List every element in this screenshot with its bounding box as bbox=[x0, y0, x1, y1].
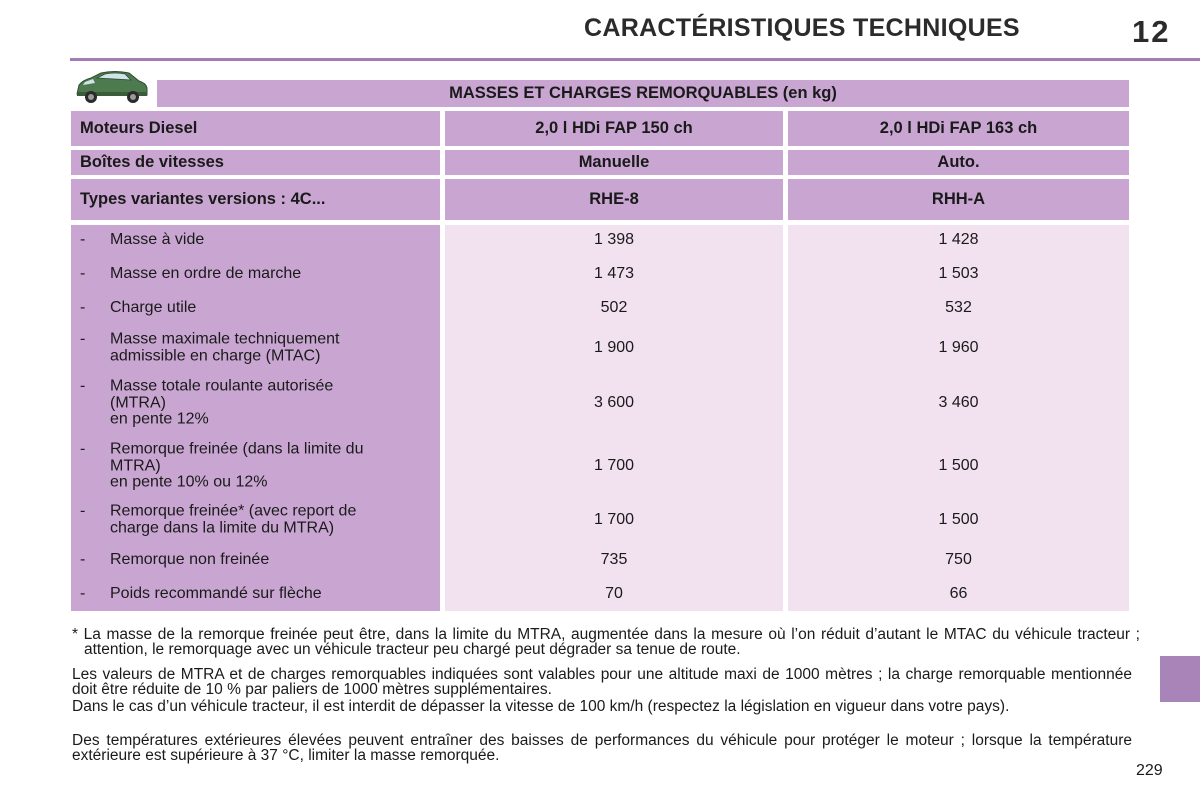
row-dash: - bbox=[80, 502, 86, 520]
row-value-2: 1 428 bbox=[938, 231, 979, 248]
page-number: 229 bbox=[1136, 762, 1163, 779]
table-title: MASSES ET CHARGES REMORQUABLES (en kg) bbox=[157, 80, 1129, 107]
row-value-2: 532 bbox=[945, 299, 972, 316]
row-label bbox=[80, 332, 440, 365]
row-label-text: Poids recommandé sur flèche bbox=[110, 584, 322, 602]
row-label bbox=[80, 232, 440, 249]
row-label bbox=[80, 552, 440, 569]
row-value-2: 1 960 bbox=[938, 339, 979, 356]
row-dash: - bbox=[80, 440, 86, 458]
row-value-1: 3 600 bbox=[593, 394, 635, 411]
row-value-2: 3 460 bbox=[938, 394, 979, 411]
page-title: CARACTÉRISTIQUES TECHNIQUES bbox=[584, 14, 1020, 42]
row-value-2: 1 500 bbox=[938, 457, 979, 474]
gearbox-label: Boîtes de vitesses bbox=[71, 150, 440, 175]
row-value-2: 1 500 bbox=[938, 511, 979, 528]
footnote-paragraph: Des températures extérieures élevées peuvent entraîner des baisses de performances du véhicule pour protéger le moteur ; lorsque la température extérieure est supérieure à 37 °C, limiter la masse remorquée. bbox=[72, 732, 1132, 764]
row-label-text: Remorque freinée (dans la limite du MTRA) en pente 10% ou 12% bbox=[110, 440, 364, 491]
row-value-2: 1 503 bbox=[938, 265, 979, 282]
row-label-text: Charge utile bbox=[110, 298, 197, 316]
variant-rhha: RHH-A bbox=[788, 179, 1129, 220]
row-label-text: Masse totale roulante autorisée (MTRA) en pente 12% bbox=[110, 377, 334, 428]
gearbox-manual: Manuelle bbox=[445, 150, 783, 175]
row-label bbox=[80, 300, 440, 317]
row-dash: - bbox=[80, 264, 86, 282]
row-dash: - bbox=[80, 377, 86, 395]
row-value-1: 1 700 bbox=[593, 511, 635, 528]
row-label-text: Remorque non freinée bbox=[110, 550, 270, 568]
row-label bbox=[80, 378, 440, 428]
row-label bbox=[80, 441, 440, 491]
gearbox-auto: Auto. bbox=[788, 150, 1129, 175]
row-label-text: Remorque freinée* (avec report de charge dans la limite du MTRA) bbox=[110, 502, 357, 536]
footnote-paragraph: Dans le cas d’un véhicule tracteur, il est interdit de dépasser la vitesse de 100 km/h (respectez la législation en vigueur dans votre pays). bbox=[72, 698, 1010, 715]
row-label-text: Masse à vide bbox=[110, 230, 205, 248]
row-value-1: 1 398 bbox=[593, 231, 635, 248]
row-value-1: 502 bbox=[600, 299, 628, 316]
footnote-paragraph: Les valeurs de MTRA et de charges remorquables indiquées sont valables pour une altitude maxi de 1000 mètres ; la charge remorquable mentionnée doit être réduite de 10 % par paliers de 1000 mètres supplémentaires. bbox=[72, 666, 1132, 698]
row-value-1: 1 473 bbox=[593, 265, 635, 282]
row-dash: - bbox=[80, 230, 86, 248]
row-value-2: 750 bbox=[945, 551, 972, 568]
row-label bbox=[80, 266, 440, 283]
engine-163: 2,0 l HDi FAP 163 ch bbox=[788, 111, 1129, 146]
row-value-1: 70 bbox=[605, 585, 623, 602]
car-icon bbox=[71, 68, 151, 106]
row-dash: - bbox=[80, 298, 86, 316]
row-label-text: Masse maximale techniquement admissible en charge (MTAC) bbox=[110, 330, 340, 364]
header-divider bbox=[70, 58, 1200, 61]
row-dash: - bbox=[80, 550, 86, 568]
row-label-text: Masse en ordre de marche bbox=[110, 264, 302, 282]
variant-label: Types variantes versions : 4C... bbox=[71, 179, 440, 220]
row-value-1: 735 bbox=[600, 551, 628, 568]
row-label bbox=[80, 504, 440, 537]
chapter-tab bbox=[1160, 656, 1200, 702]
chapter-number: 12 bbox=[1132, 14, 1171, 49]
row-value-1: 1 700 bbox=[593, 457, 635, 474]
footnote-paragraph: * La masse de la remorque freinée peut être, dans la limite du MTRA, augmentée dans la mesure où l’on réduit d’autant le MTAC du véhicule tracteur ; attention, le remorquage avec un véhicule tracteur peu chargé peut dégrader sa tenue de route. bbox=[72, 626, 1140, 658]
row-value-2: 66 bbox=[949, 585, 968, 602]
row-dash: - bbox=[80, 584, 86, 602]
row-value-1: 1 900 bbox=[593, 339, 635, 356]
row-label bbox=[80, 586, 440, 603]
engine-label: Moteurs Diesel bbox=[71, 111, 440, 146]
engine-150: 2,0 l HDi FAP 150 ch bbox=[445, 111, 783, 146]
variant-rhe8: RHE-8 bbox=[445, 179, 783, 220]
row-dash: - bbox=[80, 330, 86, 348]
